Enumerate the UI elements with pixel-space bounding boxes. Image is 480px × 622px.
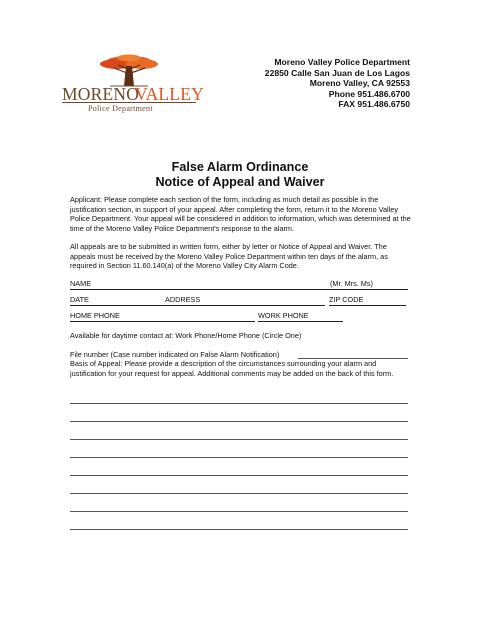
basis-of-appeal-text: Basis of Appeal: Please provide a description of the circumstances surrounding your alarm and justification for your request for appeal. Additional comments may be added on the back of this form. <box>70 359 394 378</box>
department-address <box>265 57 410 110</box>
appeal-text-line[interactable] <box>70 456 408 458</box>
phone-number: Phone 951.486.6700 <box>328 88 410 99</box>
appeal-text-line[interactable] <box>70 438 408 440</box>
applicant-instructions: Applicant: Please complete each section of the form, including as much detail as possible in the justification section, in support of your appeal. After completing the form, return it to the Moreno Valley Police Department. Your appeal will be considered in addition to information, which was determined at the time of the Moreno Valley Police Department’s response to the alarm. <box>70 195 411 233</box>
fax-number: FAX 951.486.6750 <box>338 99 410 110</box>
availability-text: Available for daytime contact at: Work Phone/Home Phone (Circle One) <box>70 331 302 340</box>
logo-subtitle: Police Department <box>88 104 153 113</box>
police-logo <box>62 52 204 114</box>
department-name: Moreno Valley Police Department <box>274 57 410 67</box>
appeal-text-line[interactable] <box>70 528 408 530</box>
date-label: DATE <box>70 295 89 304</box>
appeal-text-line[interactable] <box>70 402 408 404</box>
logo-word-moreno: MORENO <box>62 84 140 104</box>
name-label: NAME <box>70 279 92 288</box>
appeal-text-line[interactable] <box>70 474 408 476</box>
logo-word-valley: VALLEY <box>135 84 204 104</box>
appeal-text-line[interactable] <box>70 492 408 494</box>
appeal-text-line[interactable] <box>70 510 408 512</box>
address-label: ADDRESS <box>165 295 201 304</box>
street-address: 22850 Calle San Juan de Los Lagos <box>264 67 410 78</box>
appeal-text-line[interactable] <box>70 420 408 422</box>
title-line-2: Notice of Appeal and Waiver <box>155 175 325 189</box>
file-number-label: File number (Case number indicated on False Alarm Notification) <box>70 350 280 359</box>
logo-divider <box>62 102 196 103</box>
home-phone-label: HOME PHONE <box>70 311 120 320</box>
document-title <box>0 160 480 190</box>
title-line-1: False Alarm Ordinance <box>171 160 309 174</box>
city-state-zip: Moreno Valley, CA 92553 <box>309 78 410 89</box>
appeal-submission-rules: All appeals are to be submitted in written form, either by letter or Notice of Appeal and Waiver. The appeals must be received by the Moreno Valley Police Department within ten days of the alarm, as required in Section 11.60.140(a) of the Moreno Valley City Alarm Code. <box>70 242 388 270</box>
work-phone-label: WORK PHONE <box>258 311 309 320</box>
name-title-label: (Mr. Mrs. Ms) <box>330 279 373 288</box>
zip-code-label: ZIP CODE <box>329 295 364 304</box>
